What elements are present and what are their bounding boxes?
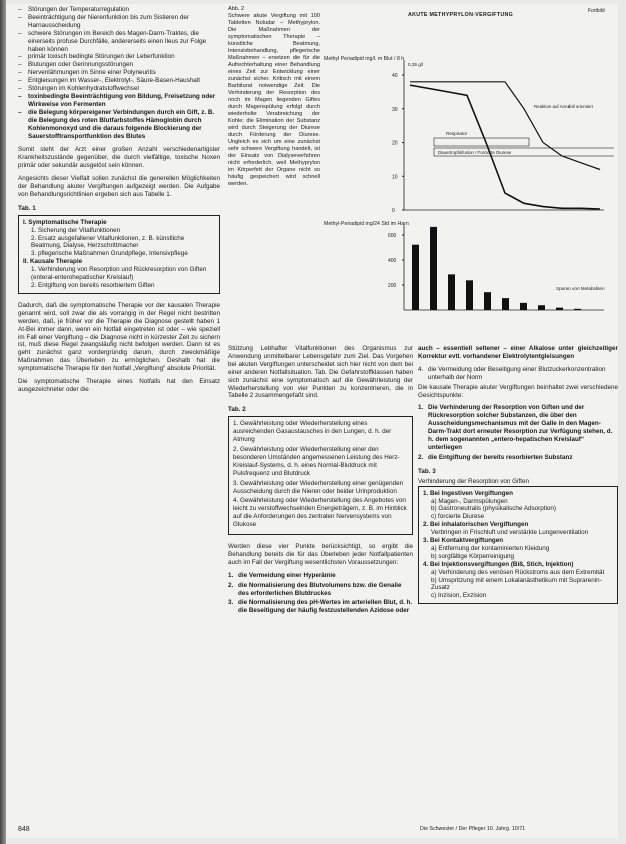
- y-tick-label: 0: [392, 208, 395, 214]
- table-row: 3. Gewährleistung oder Wiederherstellung einer genügenden Ausscheidung durch die Nieren oder beider Urinproduktion: [233, 479, 404, 495]
- list-item: – Beeinträchtigung der Nierenfunktion bis zum Sistieren der Harnausscheidung: [18, 14, 220, 30]
- table-3-title: Tab. 3: [418, 467, 436, 475]
- column-1: [18, 6, 220, 399]
- list-item: – primär toxisch bedingte Störungen der Leberfunktion: [18, 53, 220, 61]
- table-row: b) sorgfältige Körperreinigung: [431, 552, 514, 560]
- table-row: II. Kausale Therapie: [23, 258, 83, 266]
- table-row: 2. Bei inhalatorischen Vergiftungen: [423, 521, 529, 529]
- y-tick-label: 20: [392, 140, 398, 147]
- y-axis-label-bottom: Methyl-Periadipid mg/24 Std im Harn: [324, 221, 409, 227]
- table-row: 2. Ersatz ausgefallener Vitalfunktionen, z. B. künstliche Beatmung, Dialyse, Herzschrittmacher: [31, 234, 185, 250]
- table-row: c) Inzision, Exzision: [431, 592, 487, 600]
- paragraph: Dadurch, daß die symptomatische Therapie vor der kausalen Therapie genannt wird, soll zwar die als vorrangig in der Regel nicht bestritten werden, daß, je früher vor die Therapie die Diagnose gestellt haben 1 At-Bei immer dann, wenn ein Notfall eingetreten ist oder – wie speziell im Fall einer Vergiftung – die Diagnose nicht in kürzester Zeit zu sichern ist, muß diese Regel zwangsläufig nicht befolgen werden. Dann ist es geht zunächst ganz vordergründig darum, durch zweckmäßige Maßnahmen das Überleben zu ermöglichen. Deshalb hat die symptomatische Therapie für den Notfall „Vergiftung“ absolute Priorität.: [18, 301, 220, 373]
- table-1: [18, 215, 220, 294]
- running-header: Fortbild: [588, 8, 605, 14]
- table-row: c) forcierte Diurese: [431, 513, 485, 521]
- table-row: 3. pflegerische Maßnahmen Grundpflege, Intensivpflege: [31, 250, 188, 258]
- list-item: – die Belegung körpereigener Verbindungen durch ein Gift, z. B. die Belegung des roten Blutfarbstoffes Hämoglobin durch Kohlenmonoxyd und die daraus folgende Blockierung der Sauerstofftransportfunktion des Blutes: [18, 109, 220, 141]
- y-tick-label: 40: [392, 73, 398, 79]
- table-row: 4. Bei Injektionsvergiftungen (Biß, Stich, Injektion): [423, 560, 574, 568]
- list-text: die Normalisierung des pH-Wertes im arteriellen Blut, d. h. die Beseitigung der häufig festzustellenden Azidose oder: [238, 599, 413, 615]
- bar: [538, 305, 545, 310]
- annotation-label: Respirator: [446, 131, 468, 136]
- paragraph: auch – essentiell seltener – einer Alkalose unter gleichzeitiger Korrektur evtl. vorhandener Elektrolytentgleisungen: [418, 345, 618, 360]
- list-number: 4.: [418, 365, 424, 373]
- table-row: 1. Sicherung der Vitalfunktionen: [31, 226, 121, 234]
- table-row: 4. Gewährleistung oder Wiederherstellung des Angebotes von leicht zu verstoffwechselnden Energieträgern, z. B. im Hinblick auf die Anforderungen des zentralen Nervensystems von Glukose: [233, 497, 407, 529]
- list-number: 3.: [228, 599, 234, 607]
- list-number: 2.: [418, 453, 424, 461]
- list-item: – Nervenlähmungen im Sinne einer Polyneuritis: [18, 69, 220, 77]
- y-tick-label: 200: [388, 283, 397, 289]
- y-tick-label: 30: [392, 106, 398, 113]
- numbered-list: [418, 366, 618, 382]
- consequence-list: [18, 6, 220, 140]
- table-row: b) Umspritzung mit einem Lokalanästhetikum mit Suprarenin-Zusatz: [431, 576, 602, 592]
- bar: [556, 308, 563, 310]
- y-axis-label-top: Methyl Periadipid mg/l. m Blut / 8 h: [324, 56, 405, 62]
- table-row: 1. Verhinderung von Resorption und Rückresorption von Giften (enteral-enterohepatischer Kreislauf): [31, 266, 207, 282]
- list-item: [228, 572, 413, 580]
- chart-title: AKUTE METHYPRYLON-VERGIFTUNG: [408, 12, 514, 18]
- table-row: b) Gastroneutralis (physikalische Adsorption): [431, 505, 556, 513]
- bar: [484, 292, 491, 310]
- paragraph: Angesichts dieser Vielfalt sollen zunächst die generellen Möglichkeiten der Behandlung akuter Vergiftungen aufgezeigt werden. Die Aufgabe von Behandlungsrichtlinien ergeben sich aus Tabelle 1.: [18, 175, 220, 198]
- table-row: Verbringen in Frischluft und verstärkte Lungenventilation: [431, 529, 589, 537]
- list-item: [418, 366, 618, 382]
- footer: Die Schwester / Der Pfleger 10. Jahrg. 10/71: [420, 826, 526, 832]
- list-number: 1.: [228, 571, 234, 579]
- numbered-list: [418, 404, 618, 461]
- table-1-title: Tab. 1: [18, 204, 36, 212]
- paragraph: Somit steht der Arzt einer großen Anzahl verschiedenartigster Krankheitszustände gegenüber, die durch vielfältige, toxische Noxen primär oder sekundär ausgelöst sein können.: [18, 146, 220, 170]
- page-number: 848: [18, 826, 30, 833]
- list-item: – toxinbedingte Beeinträchtigung von Bildung, Freisetzung oder Wirkweise von Fermenten: [18, 93, 220, 109]
- methyprylon-chart: [324, 20, 614, 330]
- table-3: [418, 486, 618, 605]
- list-text: die Vermeidung einer Hyperämie: [238, 571, 336, 579]
- list-text: die Entgiftung der bereits resorbierten Substanz: [428, 453, 573, 461]
- list-item: [228, 582, 413, 598]
- list-item: [418, 404, 618, 451]
- list-item: – schwere Störungen im Bereich des Magen-Darm-Traktes, die einerseits profuse Durchfälle, andererseits einen Ileus zur Folge haben können: [18, 30, 220, 54]
- table-2: [228, 416, 413, 535]
- y-tick-label: 400: [388, 258, 397, 264]
- column-3: [418, 345, 618, 612]
- bar: [448, 274, 455, 310]
- series-line: [410, 82, 600, 170]
- table-2-title: Tab. 2: [228, 406, 246, 414]
- list-number: 1.: [418, 404, 424, 412]
- bar: [412, 245, 419, 310]
- respirator-bar: [434, 138, 529, 146]
- annotation-label: 0,35 g/l: [408, 62, 424, 67]
- table-row: 2. Gewährleistung oder Wiederherstellung einer den besonderen Umständen angemessenen Leistung des Herz-Kreislauf-Systems, d. h. eines Normal-Blutdruck mit Pulsfrequenz und Blutdruck: [233, 445, 400, 477]
- column-2: [228, 345, 413, 617]
- bar: [502, 298, 509, 310]
- table-row: 1. Bei Ingestiven Vergiftungen: [423, 489, 513, 497]
- paragraph: Die symptomatische Therapie eines Notfalls hat den Einsatz ausgezeichneter oder die: [18, 378, 220, 393]
- list-text: die Vermeidung oder Beseitigung einer Blutzuckerkonzentration unterhalb der Norm: [428, 365, 606, 381]
- list-text: die Normalisierung des Blutvolumens bzw. die Genalie des erforderlichen Blutdruckes: [238, 581, 402, 597]
- table-row: 3. Bei Kontaktvergiftungen: [423, 537, 504, 545]
- caption-text: Schwere akute Vergiftung mit 100 Tabletten Noludar – Methyprylon. Die Maßnahmen der symptomatischen Therapie – künstliche Beatmung, Intensivbehandlung, pflegerische Maßnahmen – ersetzen die für die Aufrechterhaltung einer Behandlung eines Zeit zur Entwicklung einer zunächst sicher. Kritisch mit einem Barbiturat notwendige Zeit. Die Verhinderung der Resorption des noch im Magen liegenden Giftes durch Magenspülung erfolgt durch wiederholte Verabreichung der Kohle; die Elimination der Substanz wird durch Steigerung der Diurese durch Förderung der Diurese. Ungleich es sich um eine zunächst sehr schwere Vergiftung handelt, ist der Einsatz von Dialyseverfahren nicht erforderlich, weil Methyprylon im Körperfett der Organe nicht so häufig gespeichert wird schnell werden.: [228, 13, 320, 187]
- list-item: – Blutungen oder Gerinnungsstörungen: [18, 61, 220, 69]
- annotation-label: Reaktion auf Anruf: [534, 104, 571, 109]
- annotation-label: Dauertropfinfusion / Forcierte Diurese: [438, 150, 512, 155]
- bar: [574, 309, 581, 310]
- bar: [430, 227, 437, 310]
- annotation-label: Spuren von Metaboliten: [556, 286, 605, 291]
- paragraph: Die kausale Therapie akuter Vergiftungen beinhaltet zwei verschiedene Gesichtspunkte:: [418, 383, 618, 399]
- table-row: a) Magen-, Darmspülungen: [431, 497, 508, 505]
- y-tick-label: 600: [388, 233, 397, 239]
- annotation-label: voll orientiert: [568, 104, 593, 109]
- table-row: a) Verhinderung des venösen Rückstroms aus dem Extremität: [431, 568, 605, 576]
- figure-caption: [228, 6, 320, 188]
- paragraph: Stützung Lebhafter Vitalfunktionen des Organismus zur Anwendung unmittelbarer Lebensgefahr zum Ziel. Das Vorgehen bei akuten Vergiftungen unterscheidet sich hier nicht von dem bei einer anderen Notfallsituation. Tab. Die Gefahrstoffklassen haben sich zunächst eine symptomatisch auf die Gewährleistung der Wiederherstellung von vier Punkten zu konzentrieren, die in Tabelle 2 zusammengefaßt sind.: [228, 345, 413, 400]
- figure-label: Abb. 2: [228, 6, 245, 12]
- paragraph: Werden diese vier Punkte berücksichtigt, so ergibt die Behandlung bereits die für das Überleben jeder Notfallpatienten auch im Fall der Vergiftung wesentlichsten Voraussetzungen:: [228, 543, 413, 566]
- list-item: – Störungen im Kohlenhydratstoffwechsel: [18, 85, 220, 93]
- bar: [520, 303, 527, 310]
- table-row: a) Entfernung der kontaminierten Kleidung: [431, 544, 550, 552]
- list-item: – Störungen der Temperaturregulation: [18, 6, 220, 14]
- list-item: [228, 599, 413, 615]
- table-row: 2. Entgiftung von bereits resorbiertem Giften: [31, 282, 155, 289]
- y-tick-label: 10: [392, 174, 398, 181]
- list-item: – Entgleisungen im Wasser-, Elektrolyt-, Säure-Basen-Haushalt: [18, 77, 220, 85]
- bar: [466, 280, 473, 310]
- numbered-list: [228, 572, 413, 616]
- list-item: [418, 454, 618, 462]
- table-row: 1. Gewährleistung oder Wiederherstellung eines ausreichenden Gasaustausches in den Lungen, d. h. der Atmung: [233, 420, 392, 444]
- table-row: I. Symptomatische Therapie: [23, 218, 107, 226]
- list-number: 2.: [228, 581, 234, 589]
- list-text: Die Verhinderung der Resorption von Giften und der Rückresorption solcher Substanzen, die über den Ausscheidungsmechanismus mit der Galle in den Magen-Darm-Trakt dort erneuter Resorption zur Verfügung stehen, d. h. dem sogenannten „entero-hepatischen Kreislauf“ unterliegen: [428, 404, 613, 451]
- table-3-subtitle: Verhinderung der Resorption von Giften: [418, 477, 529, 485]
